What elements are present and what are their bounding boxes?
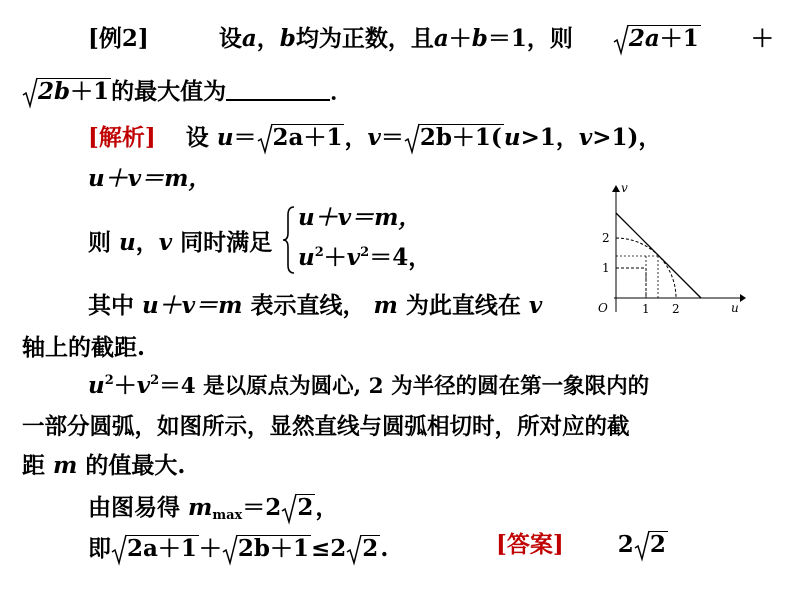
tick-label-u1: 1 <box>642 302 650 316</box>
var-b: b <box>279 25 296 52</box>
rad-body: 2b＋1 <box>237 535 310 562</box>
rad-var: 2a <box>628 25 660 52</box>
coordinate-figure <box>588 182 748 322</box>
u-axis-arrow-icon <box>740 294 746 302</box>
var-m: m <box>53 452 78 479</box>
equals: ＝ <box>233 124 257 151</box>
exponent: 2 <box>150 373 160 388</box>
equation-rest: ＝4， <box>369 244 432 271</box>
rad-body: 2a＋1 <box>127 535 197 562</box>
period: . <box>380 535 389 562</box>
axis-label-v: v <box>621 182 628 195</box>
plus: ＋ <box>113 372 137 399</box>
radical-icon <box>281 493 297 523</box>
punct: ， <box>315 494 339 521</box>
solution-line-2 <box>88 164 211 194</box>
system-eq-1 <box>298 203 421 233</box>
solution-text: 即 <box>88 535 111 562</box>
punct: ， <box>135 229 159 256</box>
system-eq-2 <box>298 243 431 273</box>
var-v: v <box>367 124 381 151</box>
rad-body: 2 <box>649 531 666 558</box>
le: ≤2 <box>311 535 347 562</box>
solution-line-4 <box>88 291 542 321</box>
answer-value: 2 <box>617 531 634 558</box>
problem-line-2 <box>22 77 353 107</box>
answer-block <box>496 530 668 560</box>
v-axis-arrow-icon <box>612 185 620 192</box>
var-m: m <box>373 292 398 319</box>
solution-tag: [解析] <box>88 124 156 151</box>
var-b: b <box>471 25 488 52</box>
radical-icon <box>404 123 420 153</box>
var-v: v <box>158 229 173 256</box>
solution-text: 轴上的截距. <box>22 334 146 361</box>
tick-label-u2: 2 <box>672 302 680 316</box>
equals: ＝ <box>380 124 404 151</box>
radical-icon <box>257 123 273 153</box>
var-v: v <box>578 124 593 151</box>
tick-label-v1: 1 <box>602 261 610 275</box>
rad-tail: ＋1 <box>70 78 110 105</box>
question-text: 的最大值为 <box>111 78 227 105</box>
rad-body: 2a＋1 <box>272 124 343 151</box>
solution-line-6 <box>88 371 649 402</box>
solution-text: 为此直线在 <box>405 292 521 319</box>
solution-text: 则 <box>88 229 111 256</box>
rad-body: 2 <box>297 494 314 521</box>
sqrt-2 <box>281 493 315 523</box>
solution-line-10 <box>88 534 388 564</box>
solution-line-8 <box>22 451 185 481</box>
rad-var: 2b <box>38 78 71 105</box>
axis-label-u: u <box>731 301 739 315</box>
solution-text: 一部分圆弧，如图所示，显然直线与圆弧相切时，所对应的截 <box>22 414 630 440</box>
solution-text: 同时满足 <box>180 229 273 256</box>
sqrt-2 <box>634 530 668 560</box>
sqrt-2a-plus-1 <box>111 534 199 564</box>
sqrt-2b-plus-1 <box>22 77 111 107</box>
var-u: u <box>503 124 521 151</box>
plus: ＋ <box>323 244 347 271</box>
var-v: v <box>528 292 543 319</box>
rad-tail: ＋1 <box>659 25 699 52</box>
sqrt-2b-plus-1 <box>404 123 504 153</box>
equation: u＋v＝m <box>142 292 243 319</box>
radical-icon <box>111 534 127 564</box>
solution-text: 由图易得 <box>88 494 180 521</box>
sqrt-2 <box>346 534 380 564</box>
example-tag: [例2] <box>88 25 149 52</box>
equals: ＝2 <box>242 494 282 521</box>
var-u: u <box>216 124 234 151</box>
plus: ＋ <box>448 25 472 52</box>
problem-text: 设 <box>218 25 242 52</box>
var-u: u <box>298 244 315 271</box>
var-m: m <box>188 494 213 521</box>
solution-text: 设 <box>185 124 209 151</box>
problem-text: ＝1，则 <box>487 25 573 52</box>
radical-icon <box>613 24 629 54</box>
solution-line-3 <box>88 228 272 258</box>
tick-label-v2: 2 <box>602 231 610 245</box>
punct: ， <box>256 25 280 52</box>
var-a: a <box>241 25 257 52</box>
left-brace-icon <box>282 205 296 275</box>
var-a: a <box>433 25 449 52</box>
sqrt-2a-plus-1 <box>257 123 345 153</box>
cond: >1， <box>520 124 579 151</box>
period: ． <box>330 78 354 105</box>
tangent-line <box>616 213 701 298</box>
sqrt-2b-plus-1 <box>222 534 311 564</box>
solution-text: 距 <box>22 452 45 479</box>
solution-text: ＝4 是以原点为圆心, 2 为半径的圆在第一象限内的 <box>159 374 650 399</box>
answer-blank <box>226 77 330 101</box>
radical-icon <box>222 534 238 564</box>
problem-line-1 <box>88 24 774 54</box>
exponent: 2 <box>104 373 114 388</box>
radical-icon <box>346 534 362 564</box>
sqrt-2a-plus-1 <box>613 24 701 54</box>
var-u: u <box>88 372 105 399</box>
problem-text: 均为正数，且 <box>295 25 434 52</box>
solution-line-1 <box>88 123 661 153</box>
answer-tag: [答案] <box>496 531 564 558</box>
exponent: 2 <box>360 245 370 260</box>
plus: ＋ <box>198 535 222 562</box>
cond: >1)， <box>592 124 662 151</box>
solution-line-5 <box>22 333 145 363</box>
solution-text: 表示直线， <box>250 292 366 319</box>
solution-text: 的值最大. <box>85 452 186 479</box>
subscript: max <box>212 508 243 523</box>
rad-body: 2b＋1( <box>419 124 502 151</box>
rad-body: 2 <box>362 535 379 562</box>
equation: u＋v＝m， <box>298 204 422 231</box>
plus: ＋ <box>750 25 774 52</box>
solution-text: 其中 <box>88 292 134 319</box>
var-v: v <box>346 244 361 271</box>
punct: ， <box>344 124 368 151</box>
origin-label: O <box>598 301 608 315</box>
radical-icon <box>22 77 38 107</box>
exponent: 2 <box>314 245 324 260</box>
solution-line-7 <box>22 412 630 442</box>
equation: u＋v＝m， <box>88 165 212 192</box>
var-u: u <box>119 229 136 256</box>
radical-icon <box>634 530 650 560</box>
solution-line-9 <box>88 493 338 523</box>
var-v: v <box>136 372 151 399</box>
